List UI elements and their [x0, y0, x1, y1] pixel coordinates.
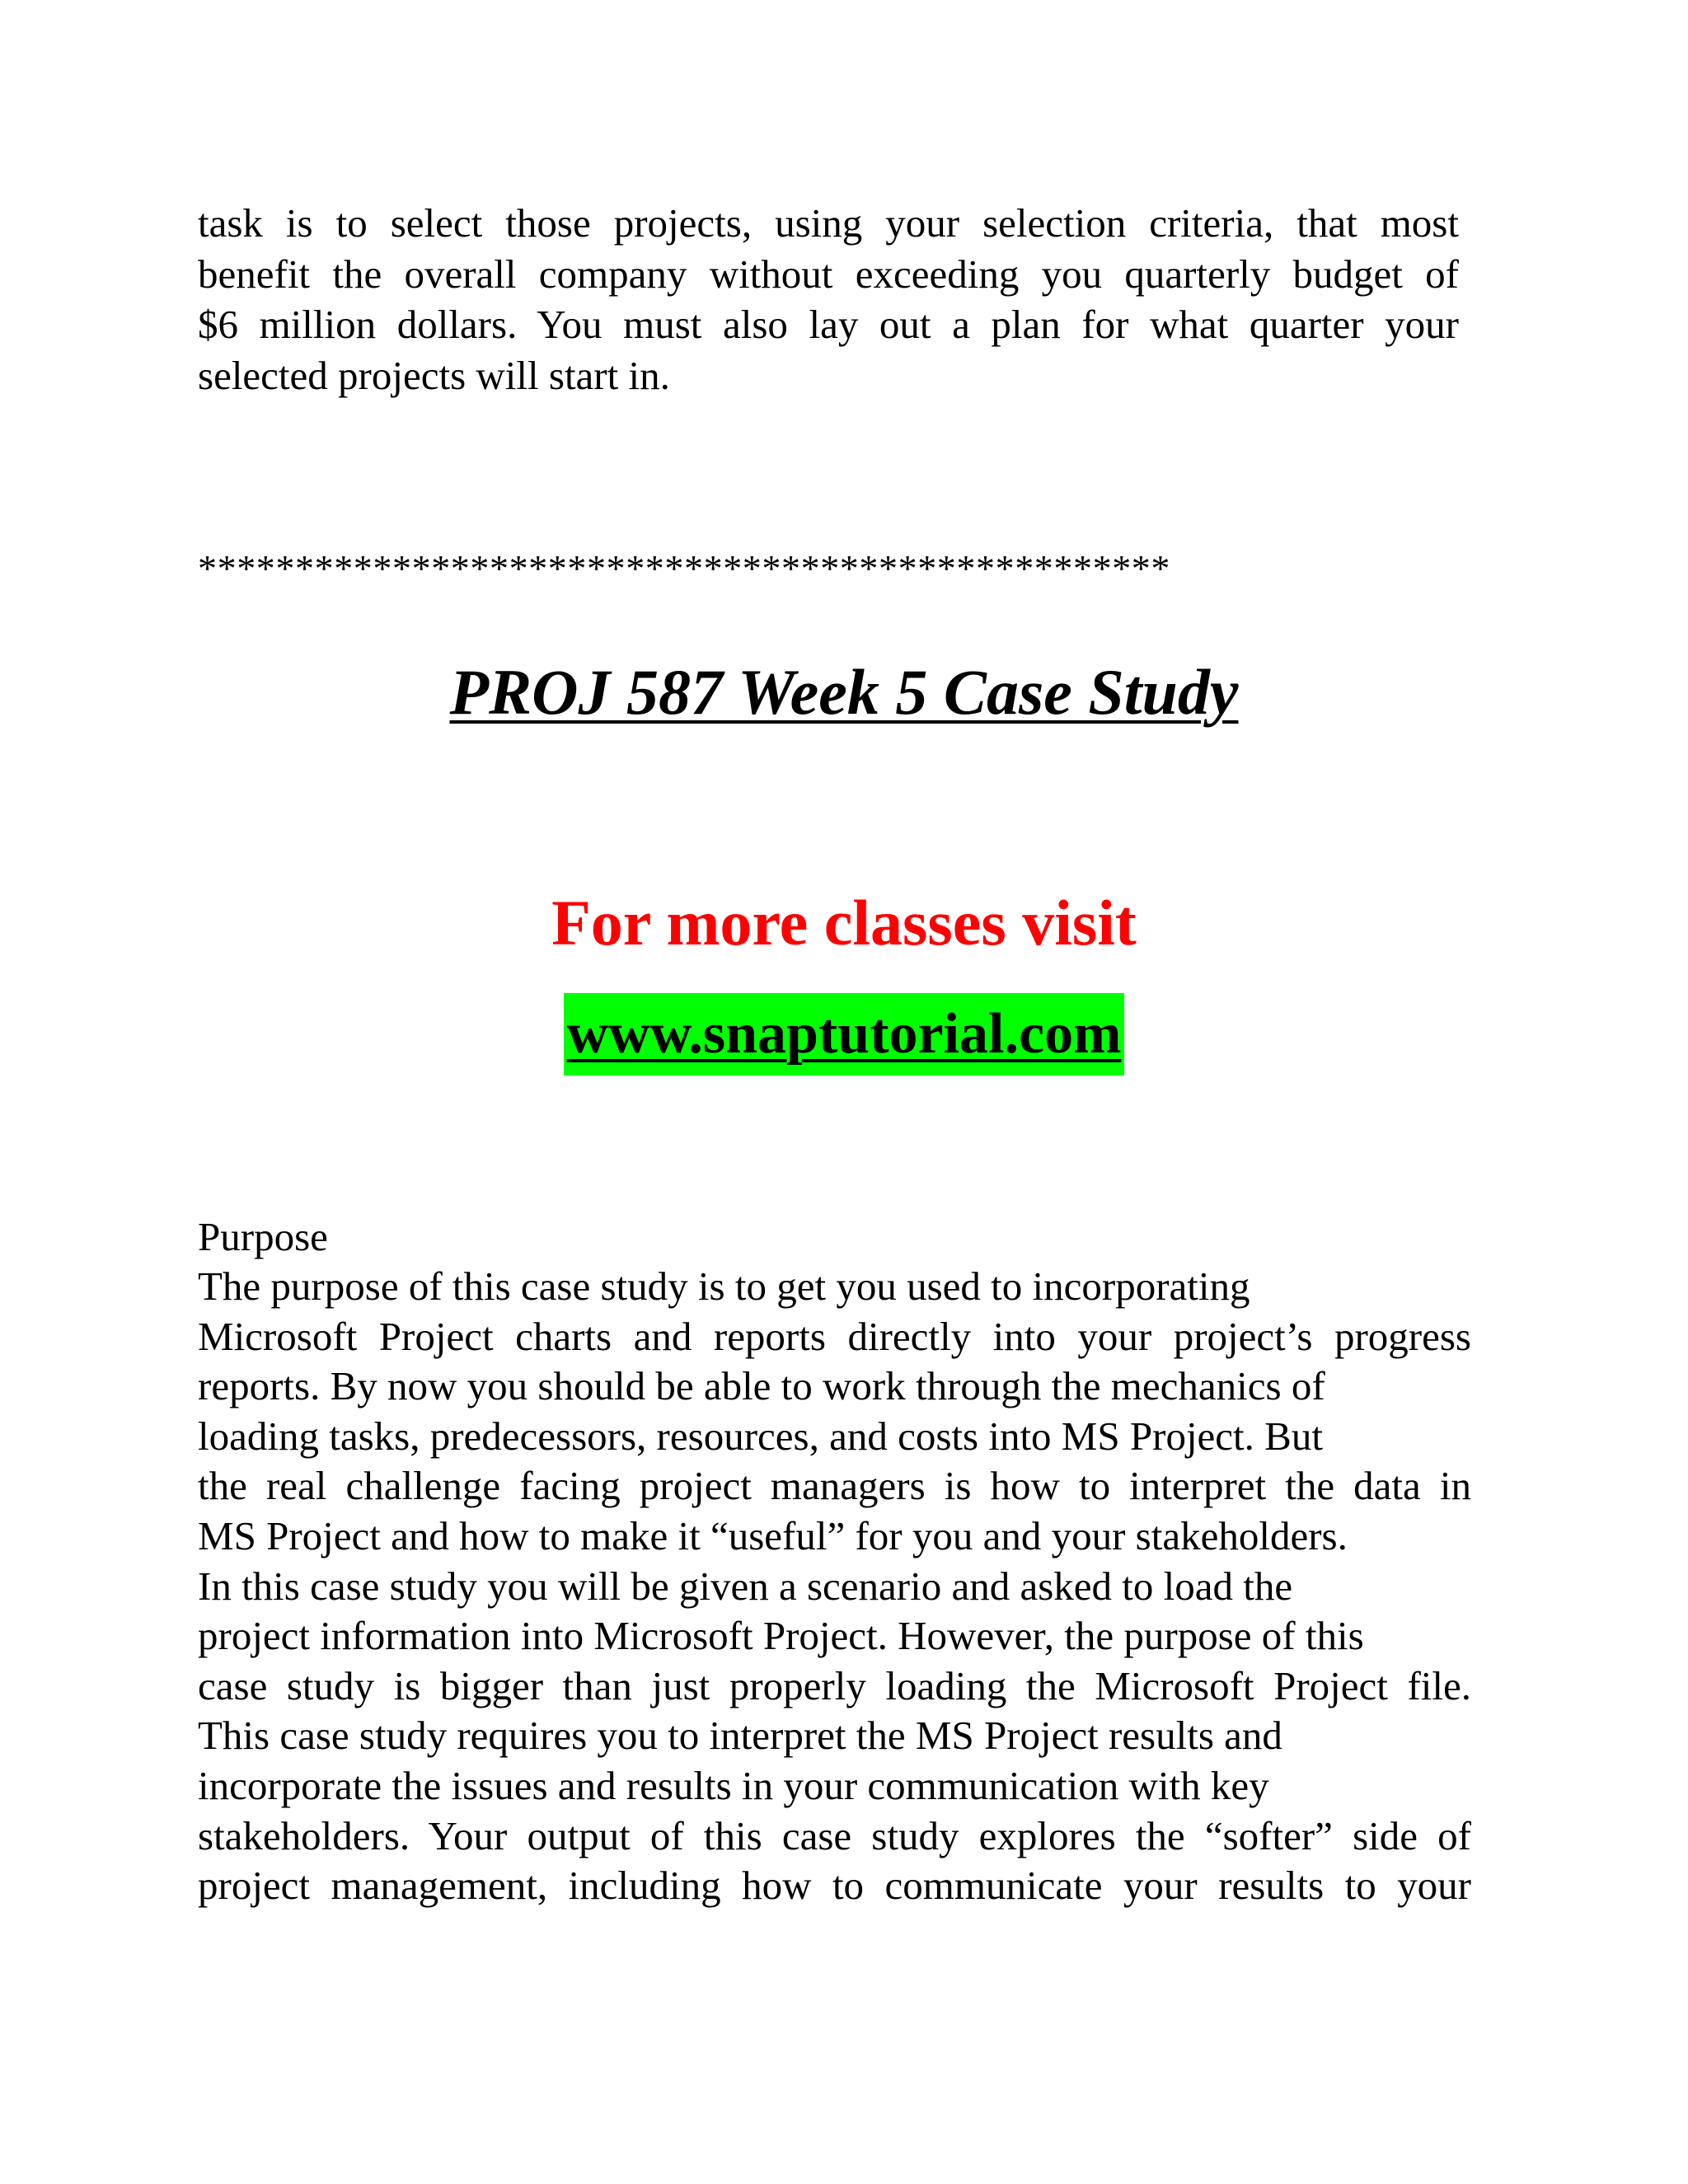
purpose-line: project information into Microsoft Project. However, the purpose of this	[198, 1613, 1364, 1659]
promo-link[interactable]: www.snaptutorial.com	[564, 993, 1125, 1076]
purpose-line: MS Project and how to make it “useful” for you and your stakeholders.	[198, 1512, 1348, 1558]
purpose-heading: Purpose	[198, 1214, 328, 1259]
separator-asterisks: **************************************************	[198, 547, 1170, 589]
purpose-line: In this case study you will be given a scenario and asked to load the	[198, 1563, 1293, 1609]
purpose-line: This case study requires you to interpret the MS Project results and	[198, 1713, 1282, 1759]
document-title: PROJ 587 Week 5 Case Study	[449, 656, 1239, 728]
intro-line: benefit the overall company without exceeding you quarterly budget of	[198, 251, 1459, 297]
purpose-line: project management, including how to communicate your results to your	[198, 1863, 1471, 1909]
purpose-line: incorporate the issues and results in your communication with key	[198, 1762, 1269, 1808]
intro-paragraph	[198, 198, 1459, 401]
purpose-line: The purpose of this case study is to get you used to incorporating	[198, 1263, 1250, 1309]
intro-line: selected projects will start in.	[198, 352, 670, 398]
intro-line: task is to select those projects, using your selection criteria, that most	[198, 200, 1459, 246]
purpose-line: Microsoft Project charts and reports directly into your project’s progress	[198, 1313, 1471, 1359]
purpose-paragraph	[198, 1262, 1471, 1911]
purpose-line: case study is bigger than just properly loading the Microsoft Project file.	[198, 1662, 1471, 1708]
intro-line: $6 million dollars. You must also lay out a plan for what quarter your	[198, 302, 1459, 347]
purpose-line: the real challenge facing project managers is how to interpret the data in	[198, 1463, 1471, 1509]
purpose-line: reports. By now you should be able to work through the mechanics of	[198, 1363, 1325, 1409]
promo-link-wrapper	[0, 993, 1688, 1076]
purpose-line: stakeholders. Your output of this case study explores the “softer” side of	[198, 1812, 1471, 1858]
purpose-line: loading tasks, predecessors, resources, and costs into MS Project. But	[198, 1413, 1323, 1459]
promo-text: For more classes visit	[551, 887, 1137, 958]
